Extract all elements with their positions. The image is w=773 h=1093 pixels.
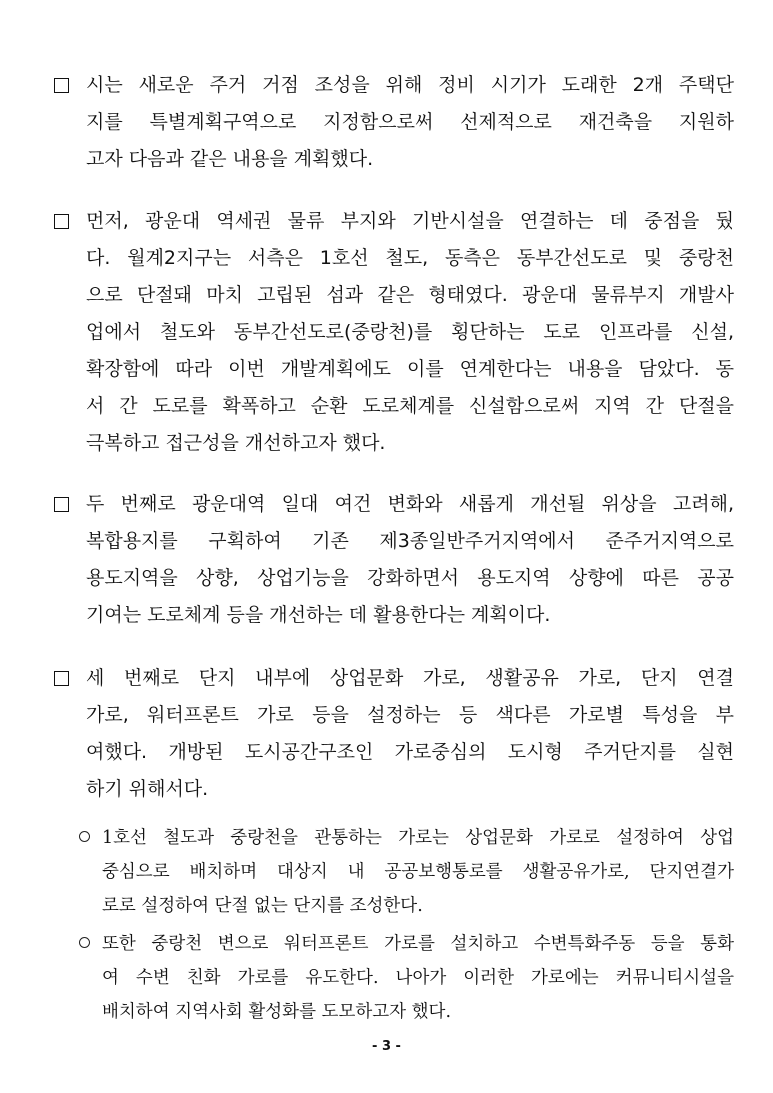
sub-item-line: 여 수변 친화 가로를 유도한다. 나아가 이러한 가로에는 커뮤니티시설을	[102, 968, 734, 988]
paragraph-line: 두 번째로 광운대역 일대 여건 변화와 새롭게 개선될 위상을 고려해,	[86, 493, 734, 515]
paragraph-line: 기여는 도로체계 등을 개선하는 데 활용한다는 계획이다.	[86, 604, 551, 626]
sub-item-line: 1호선 철도과 중랑천을 관통하는 가로는 상업문화 가로로 설정하여 상업	[102, 828, 734, 848]
paragraph-line: 서 간 도로를 확폭하고 순환 도로체계를 신설함으로써 지역 간 단절을	[86, 395, 734, 417]
sub-item-line: 중심으로 배치하며 대상지 내 공공보행통로를 생활공유가로, 단지연결가	[102, 862, 734, 882]
paragraph-line: 여했다. 개방된 도시공간구조인 가로중심의 도시형 주거단지를 실현	[86, 741, 734, 763]
square-bullet-icon	[54, 671, 69, 686]
paragraph-line: 다. 월계2지구는 서측은 1호선 철도, 동측은 동부간선도로 및 중랑천	[86, 247, 734, 269]
paragraph-line: 용도지역을 상향, 상업기능을 강화하면서 용도지역 상향에 따른 공공	[86, 567, 734, 589]
square-bullet-icon	[54, 78, 69, 93]
paragraph-line: 시는 새로운 주거 거점 조성을 위해 정비 시기가 도래한 2개 주택단	[86, 74, 734, 96]
paragraph-line: 고자 다음과 같은 내용을 계획했다.	[86, 148, 374, 170]
paragraph-line: 하기 위해서다.	[86, 778, 209, 800]
circle-bullet-icon	[79, 831, 90, 842]
paragraph-line: 확장함에 따라 이번 개발계획에도 이를 연계한다는 내용을 담았다. 동	[86, 358, 734, 380]
paragraph-line: 가로, 워터프론트 가로 등을 설정하는 등 색다른 가로별 특성을 부	[86, 704, 734, 726]
sub-item-line: 로로 설정하여 단절 없는 단지를 조성한다.	[102, 896, 423, 916]
paragraph-line: 극복하고 접근성을 개선하고자 했다.	[86, 432, 386, 454]
page-number: - 3 -	[372, 1039, 401, 1054]
paragraph-line: 으로 단절돼 마치 고립된 섬과 같은 형태였다. 광운대 물류부지 개발사	[86, 284, 734, 306]
paragraph-line: 세 번째로 단지 내부에 상업문화 가로, 생활공유 가로, 단지 연결	[86, 667, 734, 689]
paragraph-line: 지를 특별계획구역으로 지정함으로써 선제적으로 재건축을 지원하	[86, 111, 734, 133]
square-bullet-icon	[54, 214, 69, 229]
paragraph-line: 먼저, 광운대 역세권 물류 부지와 기반시설을 연결하는 데 중점을 뒀	[86, 210, 734, 232]
paragraph-line: 업에서 철도와 동부간선도로(중랑천)를 횡단하는 도로 인프라를 신설,	[86, 321, 734, 343]
sub-item-line: 배치하여 지역사회 활성화를 도모하고자 했다.	[102, 1002, 452, 1022]
square-bullet-icon	[54, 497, 69, 512]
sub-item-line: 또한 중랑천 변으로 워터프론트 가로를 설치하고 수변특화주동 등을 통화	[102, 934, 734, 954]
circle-bullet-icon	[79, 937, 90, 948]
paragraph-line: 복합용지를 구획하여 기존 제3종일반주거지역에서 준주거지역으로	[86, 530, 734, 552]
